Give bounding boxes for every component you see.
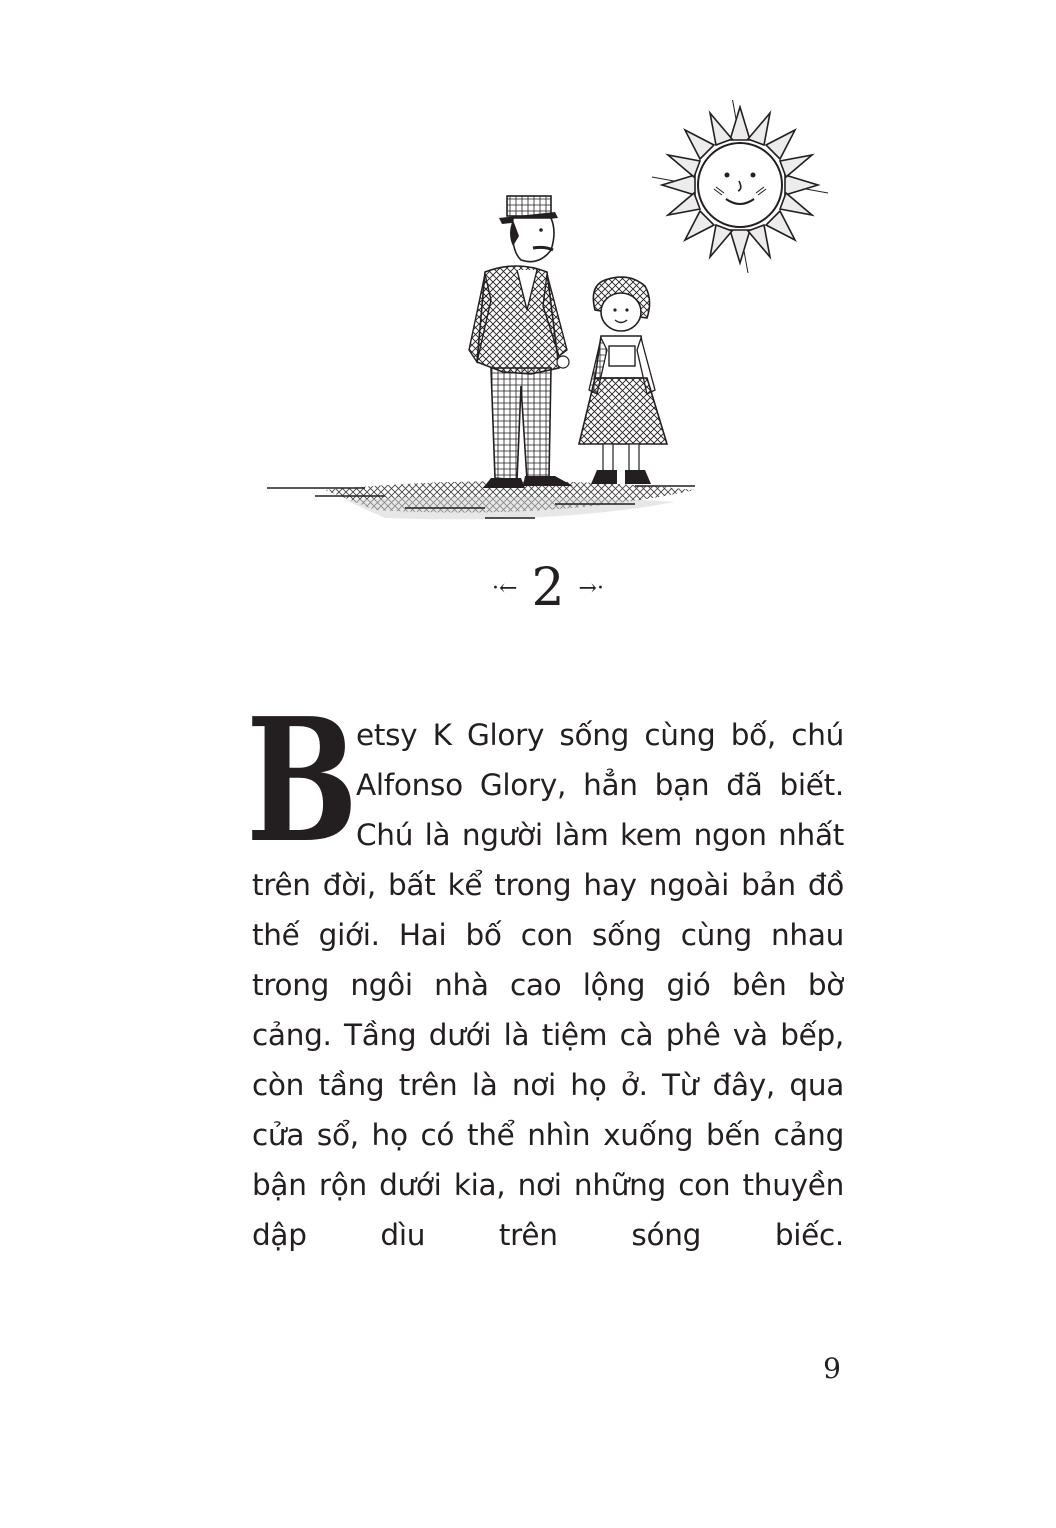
chapter-ornament-left: ·← (492, 575, 518, 601)
paragraph-text: etsy K Glory sống cùng bố, chú Alfonso Glory, hẳn bạn đã biết. Chú là người làm kem ngon nhất trên đời, bất kể trong hay ngoài bản đồ thế giới. Hai bố con sống cùng nhau trong ngôi nhà cao lộng gió bên bờ cảng. Tầng dưới là tiệm cà phê và bếp, còn tầng trên là nơi họ ở. Từ đây, qua cửa sổ, họ có thể nhìn xuống bến cảng bận rộn dưới kia, nơi những con thuyền dập dìu trên sóng biếc. (252, 718, 844, 1252)
chapter-ornament-right: →· (578, 575, 604, 601)
chapter-illustration (255, 100, 845, 550)
page-number: 9 (823, 1352, 841, 1385)
ground-shadow (267, 481, 695, 519)
man-figure-icon (469, 196, 573, 488)
chapter-paragraph (246, 681, 844, 1260)
chapter-heading (428, 548, 668, 628)
chapter-number: 2 (531, 558, 565, 618)
drop-cap: B (246, 681, 358, 881)
sun-icon (652, 100, 828, 273)
girl-figure-icon (579, 277, 667, 484)
